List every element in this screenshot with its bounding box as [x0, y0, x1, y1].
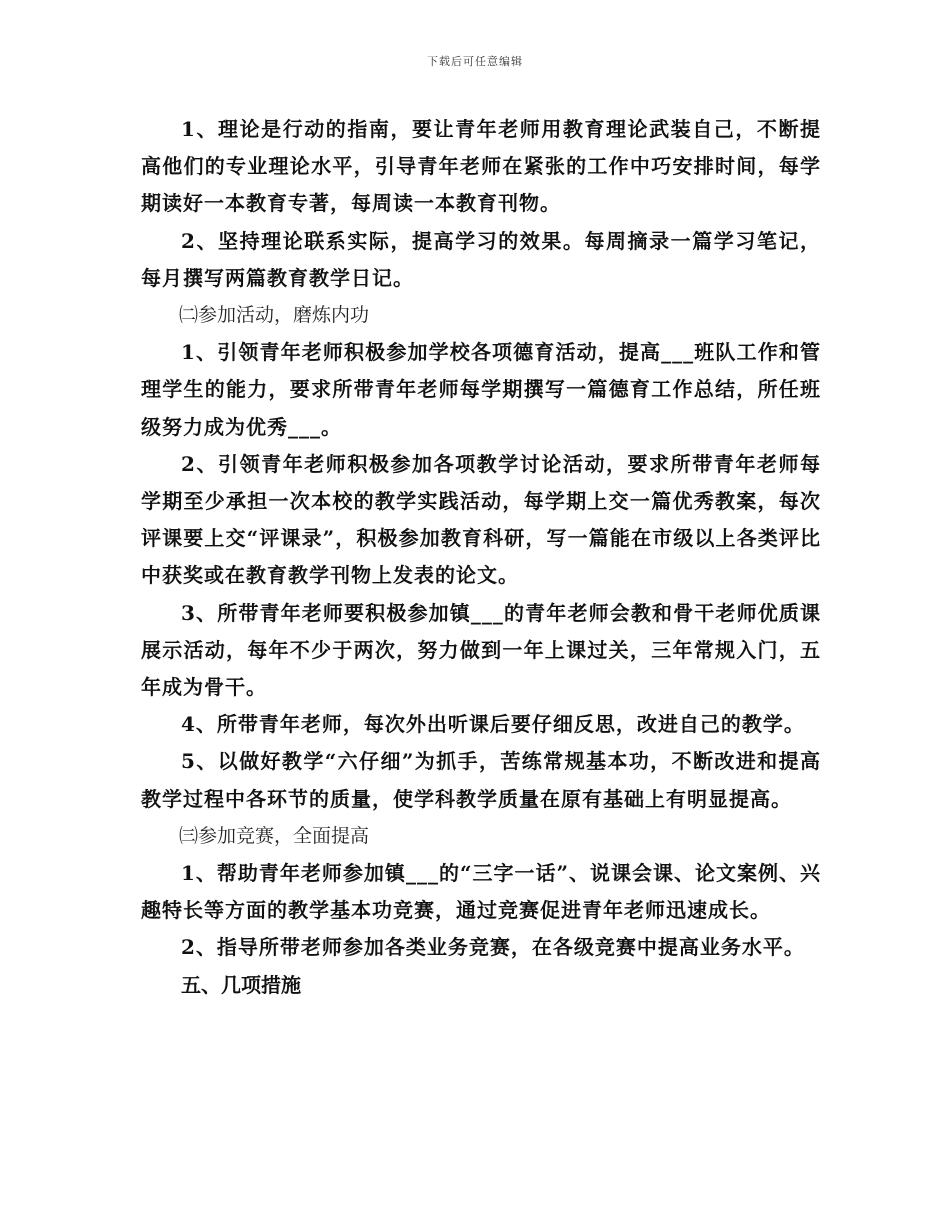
paragraph-theory-guide: 1、理论是行动的指南，要让青年老师用教育理论武装自己，不断提高他们的专业理论水平，引导青年老师在紧张的工作中巧安排时间，每学期读好一本教育专著，每周读一本教育刊物。	[141, 117, 821, 216]
page-header: 下载后可任意编辑	[427, 55, 523, 68]
paragraph-quality-lessons: 3、所带青年老师要积极参加镇___的青年老师会教和骨干老师优质课展示活动，每年不少于两次，努力做到一年上课过关，三年常规入门，五年成为骨干。	[141, 600, 821, 700]
subheading-competitions: ㈢参加竞赛，全面提高	[179, 824, 370, 847]
document-body	[141, 111, 821, 1004]
paragraph-teaching-research: 2、引领青年老师积极参加各项教学讨论活动，要求所带青年老师每学期至少承担一次本校的教学实践活动，每学期上交一篇优秀教案，每次评课要上交“评课录”，积极参加教育科研，写一篇能在市级以上各类评比中获奖或在教育教学刊物上发表的论文。	[141, 451, 821, 588]
paragraph-theory-practice: 2、坚持理论联系实际，提高学习的效果。每周摘录一篇学习笔记，每月撰写两篇教育教学日记。	[141, 228, 821, 290]
paragraph-moral-activities: 1、引领青年老师积极参加学校各项德育活动，提高___班队工作和管理学生的能力，要求所带青年老师每学期撰写一篇德育工作总结，所任班级努力成为优秀___。	[141, 340, 821, 439]
subheading-activities: ㈡参加活动，磨炼内功	[179, 304, 370, 327]
paragraph-reflection: 4、所带青年老师，每次外出听课后要仔细反思，改进自己的教学。	[181, 712, 805, 737]
paragraph-skill-competitions: 1、帮助青年老师参加镇___的“三字一话”、说课会课、论文案例、兴趣特长等方面的教学基本功竞赛，通过竞赛促进青年老师迅速成长。	[141, 861, 821, 923]
section-heading-measures: 五、几项措施	[181, 972, 301, 997]
paragraph-six-details: 5、以做好教学“六仔细”为抓手，苦练常规基本功，不断改进和提高教学过程中各环节的质量，使学科教学质量在原有基础上有明显提高。	[141, 749, 821, 811]
paragraph-business-competitions: 2、指导所带老师参加各类业务竞赛，在各级竞赛中提高业务水平。	[181, 935, 805, 960]
